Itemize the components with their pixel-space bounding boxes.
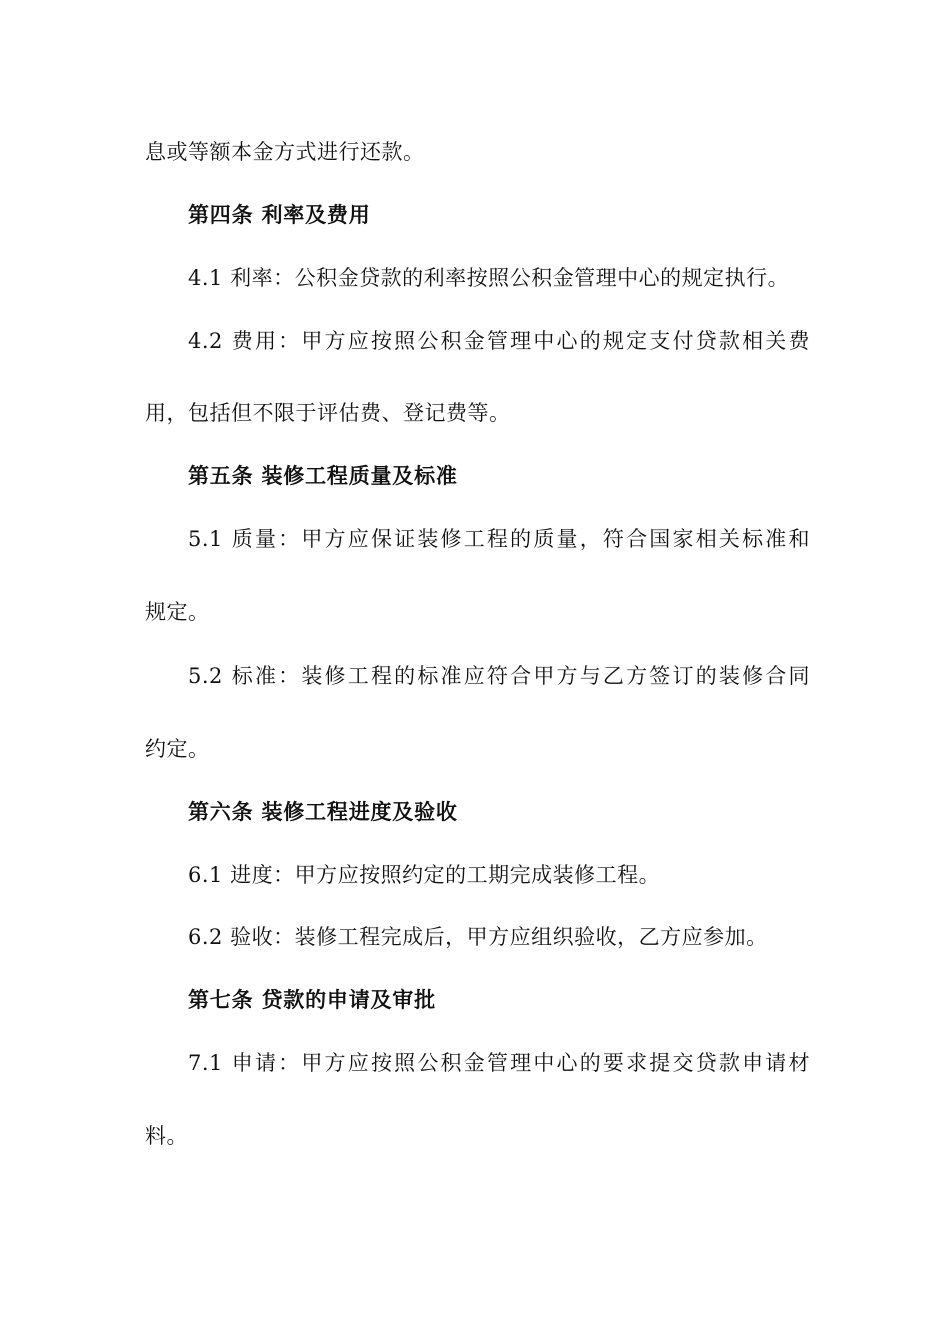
article-5-heading: 第五条 装修工程质量及标准 xyxy=(188,463,458,488)
clause-5-1-line-2: 规定。 xyxy=(145,600,210,624)
paragraph-continuation-line: 息或等额本金方式进行还款。 xyxy=(145,140,425,164)
clause-4-1: 4.1 利率：公积金贷款的利率按照公积金管理中心的规定执行。 xyxy=(188,266,790,290)
clause-7-1-line-1: 7.1 申请：甲方应按照公积金管理中心的要求提交贷款申请材 xyxy=(188,1051,810,1075)
clause-4-2-line-1: 4.2 费用：甲方应按照公积金管理中心的规定支付贷款相关费 xyxy=(188,329,810,353)
article-4-heading: 第四条 利率及费用 xyxy=(188,202,371,227)
clause-5-2-line-2: 约定。 xyxy=(145,737,210,761)
clause-6-2: 6.2 验收：装修工程完成后，甲方应组织验收，乙方应参加。 xyxy=(188,925,768,949)
clause-7-1-line-2: 料。 xyxy=(145,1124,188,1148)
article-7-heading: 第七条 贷款的申请及审批 xyxy=(188,987,436,1012)
clause-6-1: 6.1 进度：甲方应按照约定的工期完成装修工程。 xyxy=(188,863,661,887)
clause-5-1-line-1: 5.1 质量：甲方应保证装修工程的质量，符合国家相关标准和 xyxy=(188,527,810,551)
article-6-heading: 第六条 装修工程进度及验收 xyxy=(188,799,458,824)
clause-5-2-line-1: 5.2 标准：装修工程的标准应符合甲方与乙方签订的装修合同 xyxy=(188,664,810,688)
clause-4-2-line-2: 用，包括但不限于评估费、登记费等。 xyxy=(145,401,511,425)
